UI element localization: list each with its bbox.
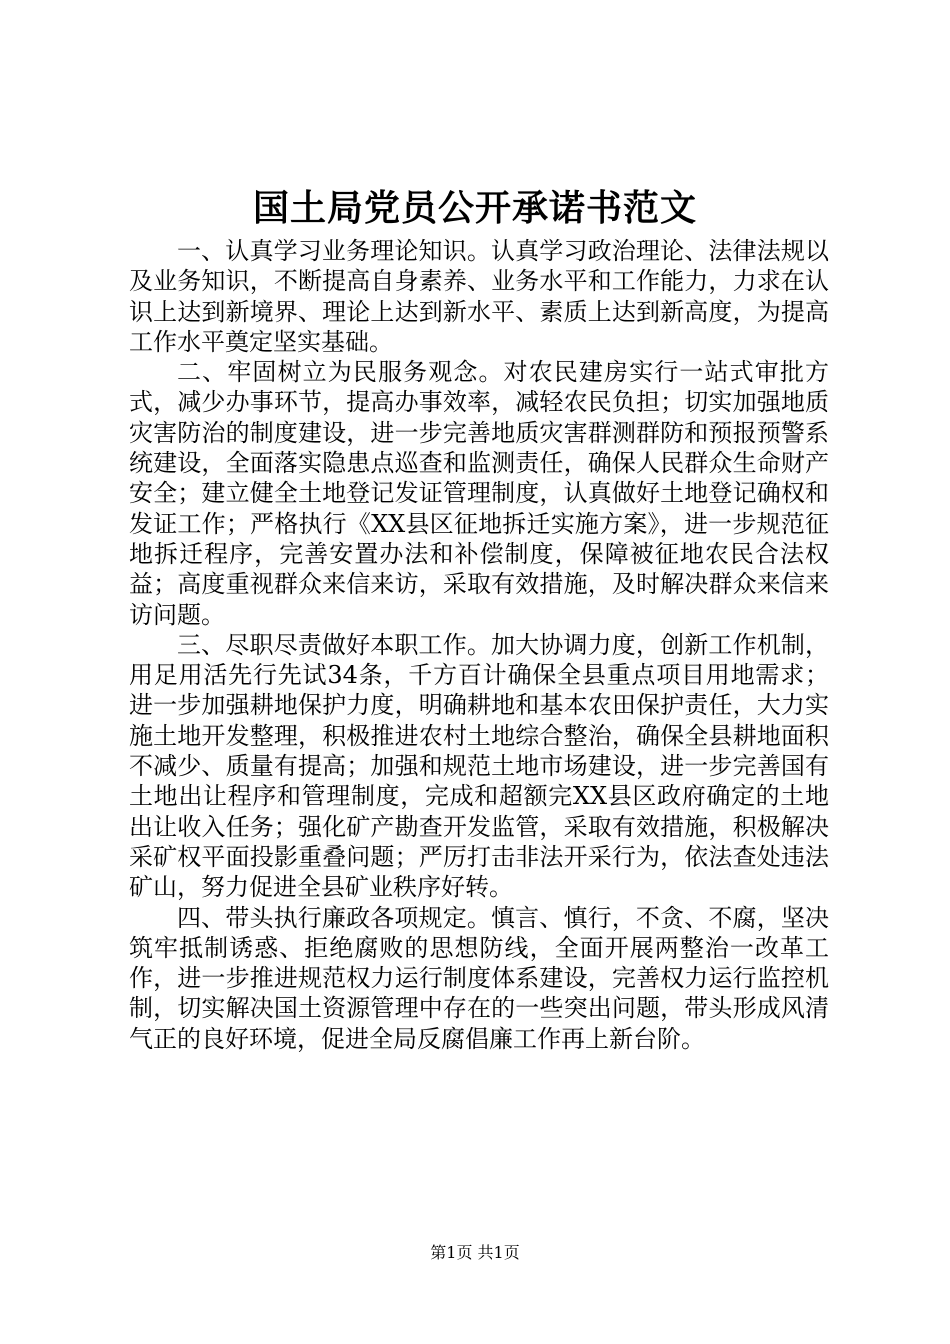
page-footer: 第1页 共1页 (430, 1243, 520, 1262)
page-title: 国土局党员公开承诺书范文 (252, 187, 697, 229)
paragraph-1: 一、认真学习业务理论知识。认真学习政治理论、法律法规以及业务知识，不断提高自身素养、业务水平和工作能力，力求在认识上达到新境界、理论上达到新水平、素质上达到新高度，为提高工作水平奠定坚实基础。 (129, 237, 829, 356)
paragraph-3: 三、尽职尽责做好本职工作。加大协调力度，创新工作机制，用足用活先行先试34条，千方百计确保全县重点项目用地需求；进一步加强耕地保护力度，明确耕地和基本农田保护责任，大力实施土地开发整理，积极推进农村土地综合整治，确保全县耕地面积不减少、质量有提高；加强和规范土地市场建设，进一步完善国有土地出让程序和管理制度，完成和超额完XX县区政府确定的土地出让收入任务；强化矿产勘查开发监管，采取有效措施，积极解决采矿权平面投影重叠问题；严厉打击非法开采行为，依法查处违法矿山，努力促进全县矿业秩序好转。 (129, 630, 829, 902)
paragraph-2: 二、牢固树立为民服务观念。对农民建房实行一站式审批方式，减少办事环节，提高办事效率，减轻农民负担；切实加强地质灾害防治的制度建设，进一步完善地质灾害群测群防和预报预警系统建设，全面落实隐患点巡查和监测责任，确保人民群众生命财产安全；建立健全土地登记发证管理制度，认真做好土地登记确权和发证工作；严格执行《XX县区征地拆迁实施方案》，进一步规范征地拆迁程序，完善安置办法和补偿制度，保障被征地农民合法权益；高度重视群众来信来访，采取有效措施，及时解决群众来信来访问题。 (129, 358, 829, 629)
document-body (129, 236, 829, 1054)
paragraph-4: 四、带头执行廉政各项规定。慎言、慎行，不贪、不腐，坚决筑牢抵制诱惑、拒绝腐败的思想防线，全面开展两整治一改革工作，进一步推进规范权力运行制度体系建设，完善权力运行监控机制，切实解决国土资源管理中存在的一些突出问题，带头形成风清气正的良好环境，促进全局反腐倡廉工作再上新台阶。 (129, 903, 829, 1053)
